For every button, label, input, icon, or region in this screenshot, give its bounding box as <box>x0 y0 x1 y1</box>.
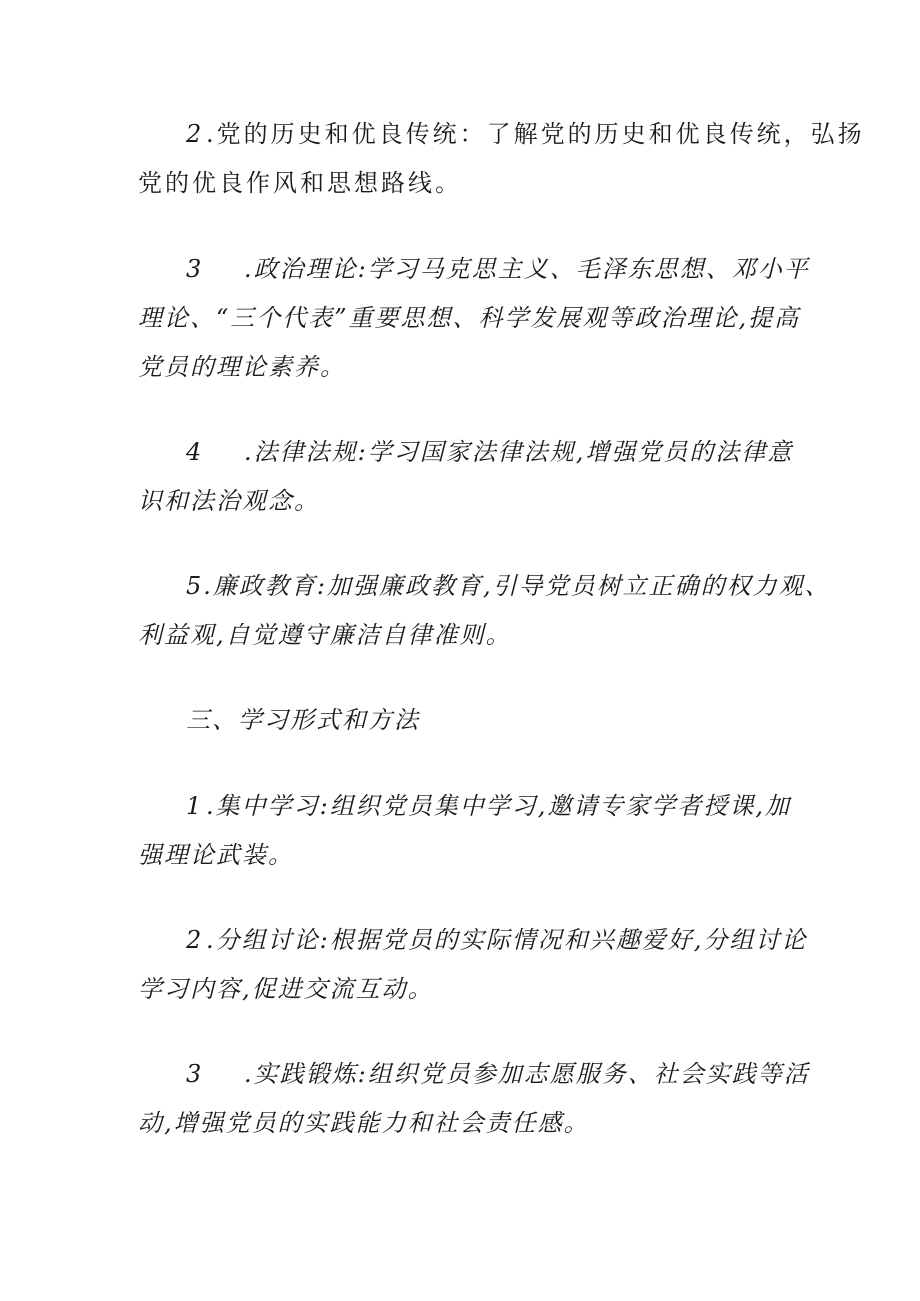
paragraph-2-line-2: 理论、“三个代表”重要思想、科学发展观等政治理论,提高 <box>138 304 801 332</box>
paragraph-5-text-1: .集中学习:组织党员集中学习,邀请专家学者授课,加 <box>206 792 791 820</box>
paragraph-6-text-1: .分组讨论:根据党员的实际情况和兴趣爱好,分组讨论 <box>206 926 808 954</box>
section-heading: 三、学习形式和方法 <box>186 706 420 734</box>
paragraph-2-line-1 <box>186 253 810 285</box>
paragraph-5-line-2: 强理论武装。 <box>138 841 294 869</box>
paragraph-1-line-2: 党的优良作风和思想路线。 <box>138 169 462 197</box>
paragraph-3-line-1 <box>186 436 793 468</box>
paragraph-6-line-1 <box>186 924 807 956</box>
paragraph-7-line-1 <box>186 1058 810 1090</box>
paragraph-5-number: 1 <box>186 792 204 820</box>
paragraph-2-line-3: 党员的理论素养。 <box>138 353 346 381</box>
paragraph-6-line-2: 学习内容,促进交流互动。 <box>138 975 434 1003</box>
paragraph-3-number: 4 <box>186 438 204 466</box>
paragraph-6-number: 2 <box>186 926 204 954</box>
paragraph-7-line-2: 动,增强党员的实践能力和社会责任感。 <box>138 1109 590 1137</box>
paragraph-1-line-1 <box>186 118 865 150</box>
paragraph-1-text-1: .党的历史和优良传统：了解党的历史和优良传统，弘扬 <box>206 120 865 148</box>
paragraph-7-text-1: .实践锻炼:组织党员参加志愿服务、社会实践等活 <box>244 1060 810 1088</box>
paragraph-2-number: 3 <box>186 255 204 283</box>
paragraph-4-line-2: 利益观,自觉遵守廉洁自律准则。 <box>138 621 512 649</box>
paragraph-3-text-1: .法律法规:学习国家法律法规,增强党员的法律意 <box>244 438 794 466</box>
paragraph-1-number: 2 <box>186 120 204 148</box>
paragraph-3-line-2: 识和法治观念。 <box>138 487 320 515</box>
paragraph-5-line-1 <box>186 790 791 822</box>
paragraph-4-line-1: 5.廉政教育:加强廉政教育,引导党员树立正确的权力观、 <box>186 572 831 600</box>
paragraph-7-number: 3 <box>186 1060 204 1088</box>
paragraph-2-text-1: .政治理论:学习马克思主义、毛泽东思想、邓小平 <box>244 255 810 283</box>
